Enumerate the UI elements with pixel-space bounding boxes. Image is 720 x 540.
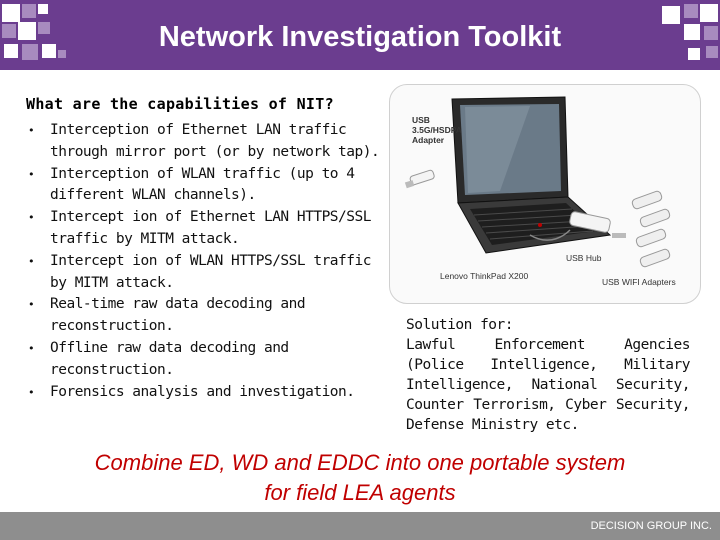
bullet-icon: • bbox=[28, 298, 35, 312]
header-bar bbox=[0, 0, 720, 70]
list-item-text: Offline raw data decoding and reconstruction. bbox=[50, 339, 289, 378]
list-item bbox=[26, 120, 386, 164]
bullet-icon: • bbox=[28, 211, 35, 225]
laptop-label: Lenovo ThinkPad X200 bbox=[440, 271, 529, 281]
tagline bbox=[40, 448, 680, 508]
list-item-text: Interception of WLAN traffic (up to 4 different WLAN channels). bbox=[50, 165, 355, 204]
list-item-text: Intercept ion of Ethernet LAN HTTPS/SSL traffic by MITM attack. bbox=[50, 209, 371, 247]
page-title: Network Investigation Toolkit bbox=[158, 21, 562, 53]
list-item-text: Interception of Ethernet LAN traffic through mirror port (or by network tap). bbox=[50, 122, 380, 160]
list-item bbox=[26, 294, 386, 338]
solution-heading: Solution for: bbox=[406, 317, 513, 333]
bullet-icon: • bbox=[28, 385, 35, 399]
footer-bar bbox=[0, 512, 720, 540]
bullet-icon: • bbox=[28, 124, 35, 137]
usb-dongle-icon bbox=[405, 169, 435, 188]
list-item-text: Real-time raw data decoding and reconstruction. bbox=[50, 296, 306, 335]
bullet-icon: • bbox=[28, 254, 35, 268]
wifi-adapter-icon bbox=[631, 190, 671, 268]
company-name: DECISION GROUP INC. bbox=[590, 520, 712, 532]
wifi-adapters-label: USB WIFI Adapters bbox=[602, 277, 676, 287]
list-item bbox=[26, 164, 386, 208]
bullet-icon: • bbox=[28, 167, 35, 181]
solution-body: Lawful Enforcement Agencies (Police Intelligence, Military Intelligence, National Security, Counter Terrorism, Cyber Security, Defense Ministry etc. bbox=[406, 337, 690, 433]
tagline-line-1: Combine ED, WD and EDDC into one portable system bbox=[94, 450, 626, 475]
bullet-icon: • bbox=[28, 341, 35, 355]
hardware-photo bbox=[389, 84, 701, 304]
list-item bbox=[26, 207, 386, 251]
list-item bbox=[26, 338, 386, 382]
capabilities-heading: What are the capabilities of NIT? bbox=[26, 95, 334, 113]
list-item bbox=[26, 251, 386, 295]
capabilities-list bbox=[26, 120, 386, 403]
list-item bbox=[26, 382, 386, 404]
usb-hub-label: USB Hub bbox=[566, 253, 602, 263]
list-item-text: Forensics analysis and investigation. bbox=[50, 383, 355, 400]
solution-block bbox=[406, 315, 690, 435]
list-item-text: Intercept ion of WLAN HTTPS/SSL traffic by MITM attack. bbox=[50, 252, 371, 291]
tagline-line-2: for field LEA agents bbox=[264, 480, 456, 505]
usb-adapter-label: USB 3.5G/HSDPA Adapter bbox=[412, 115, 462, 145]
